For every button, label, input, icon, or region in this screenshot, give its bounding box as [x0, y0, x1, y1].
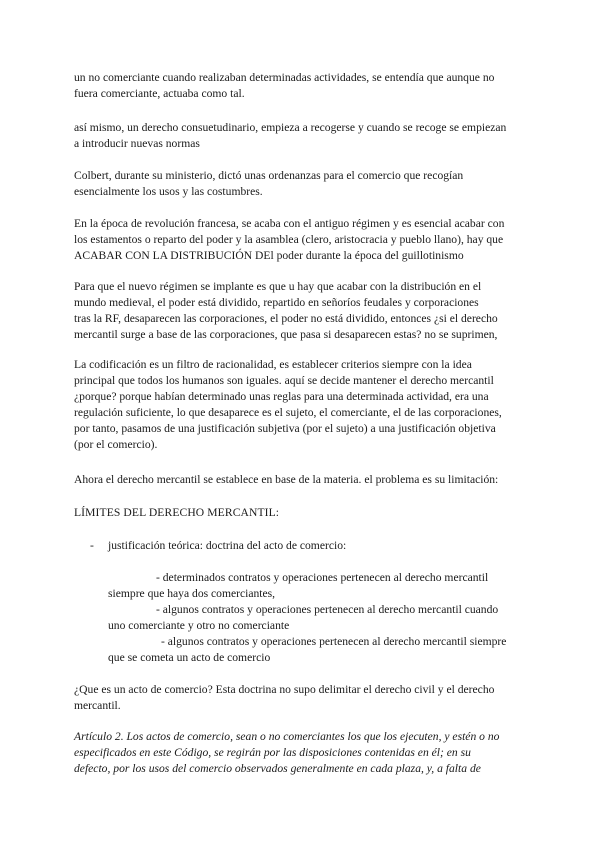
text-line: por tanto, pasamos de una justificación subjetiva (por el sujeto) a una justificación objetiva	[74, 422, 496, 435]
text-line: los estamentos o reparto del poder y la asamblea (clero, aristocracia y pueblo llano), hay que	[74, 233, 504, 246]
text-line: En la época de revolución francesa, se acaba con el antiguo régimen y es esencial acabar con	[74, 217, 505, 230]
text-line: La codificación es un filtro de racionalidad, es establecer criterios siempre con la idea	[74, 358, 472, 371]
text-line: fuera comerciante, actuaba como tal.	[74, 87, 245, 100]
text-line: mercantil.	[74, 699, 121, 712]
text-line: a introducir nuevas normas	[74, 137, 200, 150]
bullet-text: justificación teórica: doctrina del acto de comercio:	[108, 539, 347, 552]
paragraph-3	[74, 168, 530, 200]
text-line: regulación suficiente, lo que desaparece es el sujeto, el comerciante, el de las corporaciones,	[74, 406, 502, 419]
paragraph-6	[74, 357, 530, 453]
text-line: - determinados contratos y operaciones pertenecen al derecho mercantil	[156, 571, 489, 584]
text-line: siempre que haya dos comerciantes,	[108, 587, 276, 600]
text-line: esencialmente los usos y las costumbres.	[74, 185, 263, 198]
text-line: Para que el nuevo régimen se implante es que u hay que acabar con la distribución en el	[74, 280, 482, 293]
text-line: principal que todos los humanos son iguales. aquí se decide mantener el derecho mercantil	[74, 374, 494, 387]
heading-text: LÍMITES DEL DERECHO MERCANTIL:	[74, 506, 280, 519]
text-line: - algunos contratos y operaciones pertenecen al derecho mercantil cuando	[156, 603, 499, 616]
text-line: ¿porque? porque habían determinado unas reglas para una determinada actividad, era una	[74, 390, 489, 403]
text-line: tras la RF, desaparecen las corporaciones, el poder no está dividido, entonces ¿si el derecho	[74, 312, 498, 325]
text-line: mercantil surge a base de las corporaciones, que pasa si desaparecen estas? no se suprimen,	[74, 328, 498, 341]
text-line: ACABAR CON LA DISTRIBUCIÓN DEl poder durante la época del guillotinismo	[74, 249, 464, 262]
paragraph-5	[74, 279, 530, 343]
text-line: Colbert, durante su ministerio, dictó unas ordenanzas para el comercio que recogían	[74, 169, 464, 182]
text-line: así mismo, un derecho consuetudinario, empieza a recogerse y cuando se recoge se empiezan	[74, 121, 507, 134]
section-heading	[74, 505, 530, 521]
sub-item-1	[108, 570, 548, 602]
article-paragraph	[74, 729, 530, 777]
paragraph-2	[74, 120, 530, 152]
text-line: - algunos contratos y operaciones pertenecen al derecho mercantil siempre	[161, 635, 507, 648]
text-line: un no comerciante cuando realizaban determinadas actividades, se entendía que aunque no	[74, 71, 495, 84]
paragraph-7	[74, 472, 530, 488]
sub-item-3	[108, 634, 548, 666]
text-line: que se cometa un acto de comercio	[108, 651, 271, 664]
paragraph-1	[74, 70, 530, 102]
text-line: defecto, por los usos del comercio observados generalmente en cada plaza, y, a falta de	[74, 762, 481, 775]
text-line: (por el comercio).	[74, 438, 158, 451]
text-line: uno comerciante y otro no comerciante	[108, 619, 290, 632]
text-line: Ahora el derecho mercantil se establece en base de la materia. el problema es su limitación:	[74, 473, 499, 486]
sub-item-2	[108, 602, 548, 634]
bullet-dash: -	[90, 539, 94, 552]
text-line: Artículo 2. Los actos de comercio, sean o no comerciantes los que los ejecuten, y estén o no	[74, 730, 500, 743]
text-line: especificados en este Código, se regirán por las disposiciones contenidas en él; en su	[74, 746, 471, 759]
text-line: mundo medieval, el poder está dividido, repartido en señoríos feudales y corporaciones	[74, 296, 479, 309]
paragraph-4	[74, 216, 530, 264]
question-paragraph	[74, 682, 530, 714]
text-line: ¿Que es un acto de comercio? Esta doctrina no supo delimitar el derecho civil y el derecho	[74, 683, 495, 696]
